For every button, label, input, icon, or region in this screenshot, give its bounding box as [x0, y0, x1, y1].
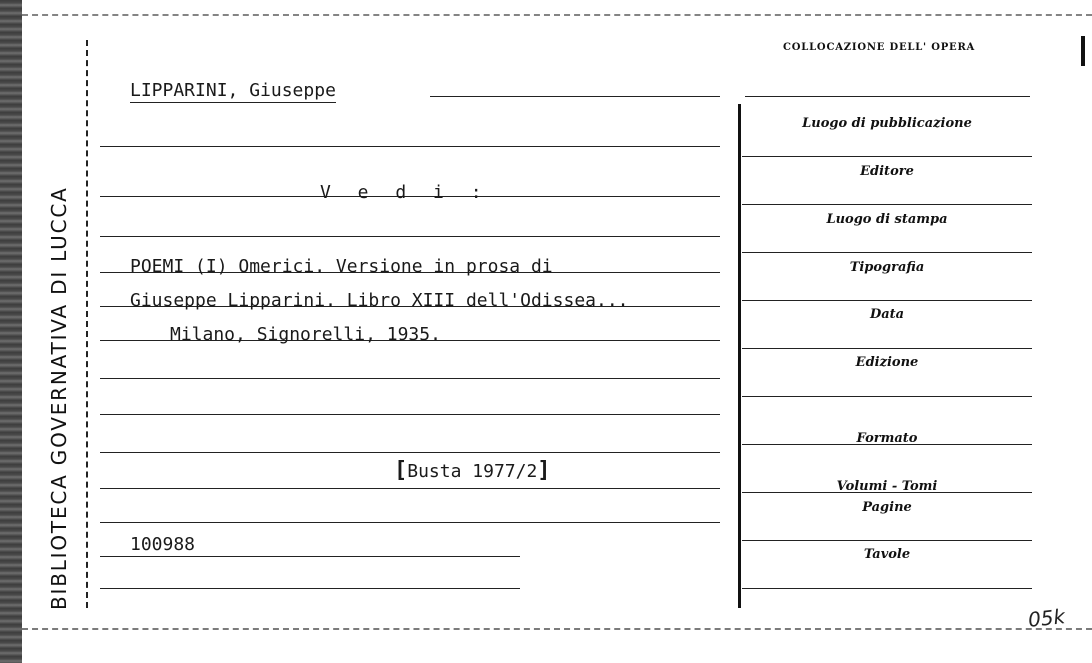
ruled-line: [100, 522, 720, 523]
scan-edge-bottom: [22, 628, 1092, 630]
field-tipografia: Tipografia: [849, 260, 925, 275]
busta-close-bracket: ]: [537, 458, 551, 483]
ruled-line: [100, 588, 520, 589]
author-entry: [130, 80, 336, 101]
field-edizione: Edizione: [855, 355, 919, 370]
ruled-line: [100, 452, 720, 453]
field-line: [742, 540, 1032, 541]
field-line: [742, 204, 1032, 205]
field-line: [742, 156, 1032, 157]
field-pagine: Pagine: [862, 500, 912, 515]
ruled-line: [100, 414, 720, 415]
ruled-line: [100, 556, 520, 557]
ruled-line: [100, 488, 720, 489]
field-line: [742, 300, 1032, 301]
field-line: [742, 588, 1032, 589]
busta-text: Busta 1977/2: [407, 461, 538, 482]
field-formato: Formato: [856, 431, 918, 446]
field-line: [742, 252, 1032, 253]
ruled-line: [100, 236, 720, 237]
handwritten-note: 05k: [1026, 604, 1067, 632]
ruled-line: [100, 146, 720, 147]
field-volumi-tomi: Volumi - Tomi: [836, 479, 938, 494]
ruled-line: [745, 96, 1030, 97]
scan-edge-left: [0, 0, 22, 663]
field-data: Data: [869, 307, 905, 322]
busta-open-bracket: [: [394, 458, 408, 483]
field-luogo-pubblicazione: Luogo di pubblicazione: [802, 116, 972, 131]
right-panel-rule: [738, 104, 741, 608]
inventory-number: 100988: [130, 534, 196, 555]
see-label: V e d i :: [320, 182, 490, 203]
author-name: LIPPARINI, Giuseppe: [130, 80, 336, 101]
ruled-line: [100, 378, 720, 379]
reference-line-3: Milano, Signorelli, 1935.: [170, 324, 441, 345]
field-line: [742, 348, 1032, 349]
library-side-label: BIBLIOTECA GOVERNATIVA DI LUCCA: [47, 186, 71, 610]
ruled-line: [430, 96, 720, 97]
field-tavole: Tavole: [863, 547, 911, 562]
field-line: [742, 492, 1032, 493]
reference-line-2: Giuseppe Lipparini. Libro XIII dell'Odissea...: [130, 290, 629, 311]
collocazione-header: COLLOCAZIONE DELL' OPERA: [783, 42, 976, 53]
field-luogo-stampa: Luogo di stampa: [826, 212, 948, 227]
scan-edge-mark: [1081, 36, 1085, 66]
field-line: [742, 444, 1032, 445]
scan-edge-top: [22, 0, 1092, 16]
field-editore: Editore: [860, 164, 914, 179]
side-rule: [86, 40, 88, 608]
reference-line-1: POEMI (I) Omerici. Versione in prosa di: [130, 256, 553, 277]
busta-reference: [394, 458, 551, 483]
field-line: [742, 396, 1032, 397]
